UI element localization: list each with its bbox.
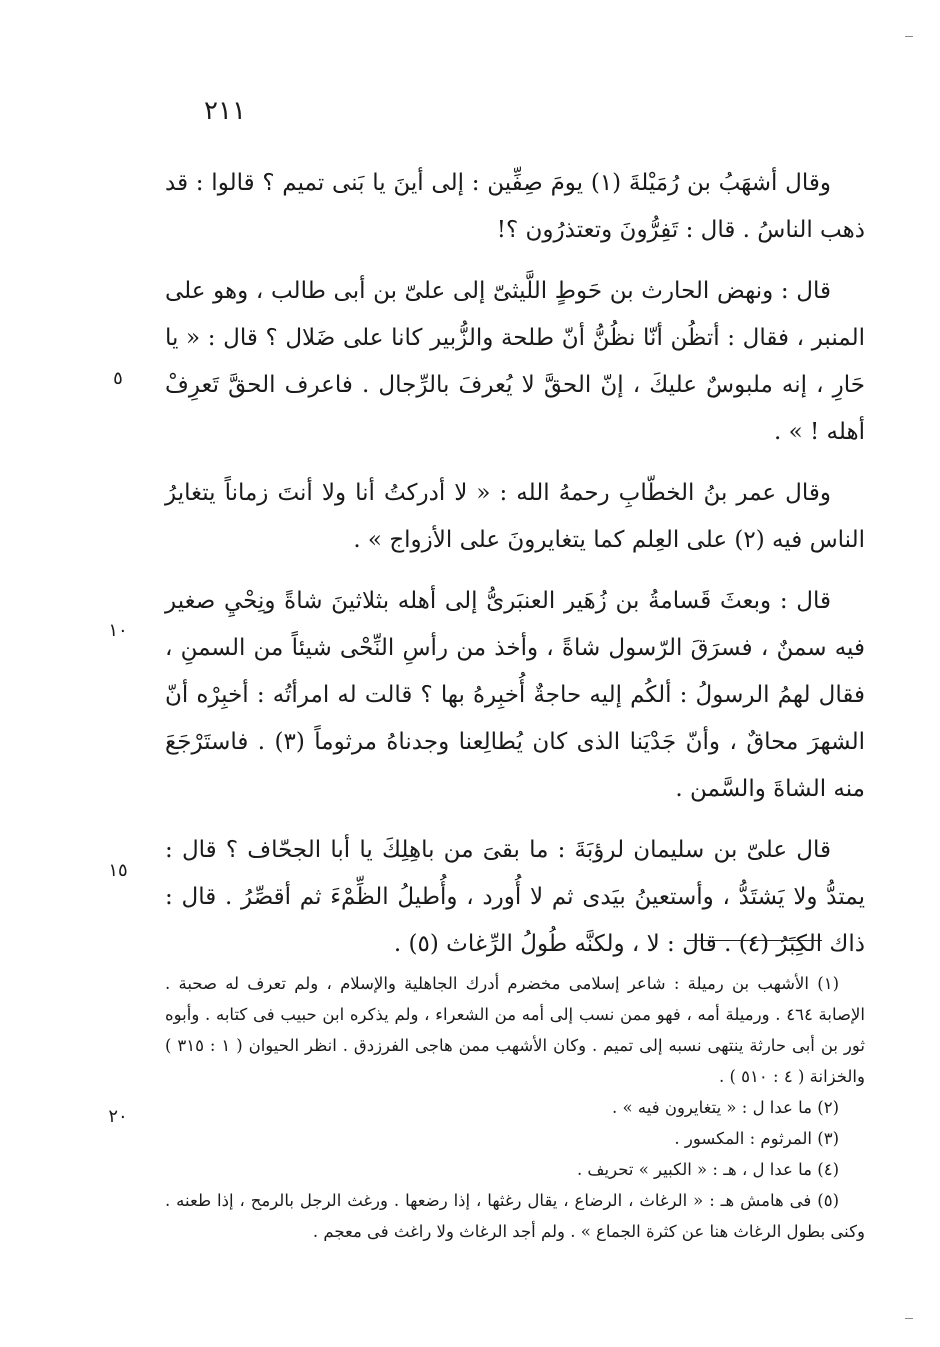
line-number-10: ١٠ bbox=[108, 620, 128, 641]
line-number-5: ٥ bbox=[113, 368, 123, 389]
footnotes bbox=[165, 968, 865, 1247]
footnote-2: (٢) ما عدا ل : « يتغايرون فيه » . bbox=[612, 1098, 839, 1117]
paragraph-harith: قال : ونهض الحارث بن حَوطٍ اللَّيثىّ إلى علىّ بن أبى طالب ، وهو على المنبر ، فقال : أتظُن أنّا نظُنُّ أنّ طلحة والزُّبير كانا على ضَلال ؟ قال : « يا حَارِ ، إنه ملبوسٌ عليكَ ، إنّ الحقَّ لا يُعرفَ بالرِّجال . فاعرف الحقَّ تَعرِفْ أهله ! » . bbox=[165, 278, 865, 445]
margin-mark-bottom bbox=[905, 1318, 913, 1319]
margin-mark-top bbox=[905, 36, 913, 37]
paragraph-qasama: قال : وبعثَ قَسامةُ بن زُهَير العنبَرىُّ إلى أهله بثلاثينَ شاةً ونِحْيِ صغير فيه سمنٌ ، فسرَقَ الرّسول شاةً ، وأخذ من رأسِ النِّحْى شيئاً من السمنِ ، فقال لهمُ الرسولُ : ألكُم إليه حاجةٌ أُخبِرهُ بها ؟ قالت له امرأتُه : أخبِرْه أنّ الشهرَ محاقٌ ، وأنّ جَدْيَنا الذى كان يُطالِعنا وجدناهُ مرثوماً (٣) . فاستَرْجَعَ منه الشاةَ والسَّمن . bbox=[165, 588, 865, 802]
footnote-1: (١) الأشهب بن رميلة : شاعر إسلامى مخضرم أدرك الجاهلية والإسلام ، ولم تعرف له صحبة . الإصابة ٤٦٤ . ورميلة أمه ، فهو ممن نسب إلى أمه من الشعراء ، ولم يذكره ابن حبيب فى كتابه . وأبوه ثور بن أبى حارثة ينتهى نسبه إلى تميم . وكان الأشهب ممن هاجى الفرزدق . انظر الحيوان ( ١ : ٣١٥ ) والخزانة ( ٤ : ٥١٠ ) . bbox=[165, 974, 865, 1086]
line-number-20: ٢٠ bbox=[108, 1106, 128, 1127]
main-text bbox=[165, 160, 865, 982]
page-number: ٢١١ bbox=[204, 96, 246, 126]
footnote-3: (٣) المرثوم : المكسور . bbox=[674, 1129, 839, 1148]
line-number-15: ١٥ bbox=[108, 860, 128, 881]
footnote-4: (٤) ما عدا ل ، هـ : « الكبير » تحريف . bbox=[576, 1160, 839, 1179]
paragraph-ali-ruba: قال علىّ بن سليمان لرؤبَةَ : ما بقىَ من باهِلِكَ يا أبا الجحّاف ؟ قال : يمتدُّ ولا يَشتَدُّ ، وأستعينُ بيَدى ثم لا أُورد ، وأُطيلُ الظِّمْءَ ثم أقصِّرُ . قال : ذاك الكِبَرُ (٤) . قال : لا ، ولكنَّه طُولُ الرِّغاث (٥) . bbox=[165, 837, 865, 957]
paragraph-umar: وقال عمر بنُ الخطّابِ رحمهُ الله : « لا أدركتُ أنا ولا أنتَ زماناً يتغايرُ الناس فيه (٢) على العِلم كما يتغايرونَ على الأزواج » . bbox=[165, 480, 865, 553]
footnote-separator bbox=[687, 940, 822, 941]
footnote-5: (٥) فى هامش هـ : « الرغاث ، الرضاع ، يقال رغثها ، إذا رضعها . ورغث الرجل بالرمح ، إذا طعنه . وكنى بطول الرغاث هنا عن كثرة الجماع » . ولم أجد الرغاث ولا راغث فى معجم . bbox=[165, 1191, 865, 1241]
paragraph-ashhab: وقال أشهَبُ بن رُمَيْلةَ (١) يومَ صِفِّين : إلى أينَ يا بَنى تميم ؟ قالوا : قد ذهب الناسُ . قال : تَفِرُّونَ وتعتذرُون ؟! bbox=[165, 170, 865, 243]
